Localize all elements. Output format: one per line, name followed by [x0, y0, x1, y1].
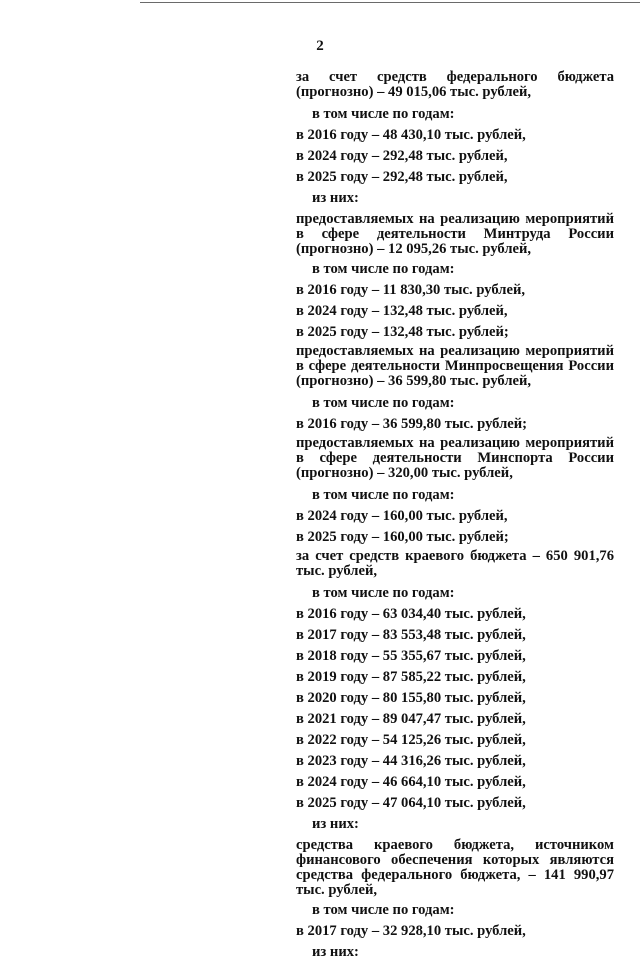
- paragraph: в 2019 году – 87 585,22 тыс. рублей,: [296, 669, 526, 685]
- paragraph: в 2025 году – 47 064,10 тыс. рублей,: [296, 795, 526, 811]
- paragraph: в том числе по годам:: [312, 902, 455, 918]
- paragraph: в 2016 году – 48 430,10 тыс. рублей,: [296, 127, 526, 143]
- page-number: 2: [316, 38, 324, 54]
- paragraph: предоставляемых на реализацию мероприятий в сфере деятельности Минпросвещения России (прогнозно) – 36 599,80 тыс. рублей,: [296, 343, 614, 389]
- paragraph: в 2020 году – 80 155,80 тыс. рублей,: [296, 690, 526, 706]
- paragraph: в 2017 году – 83 553,48 тыс. рублей,: [296, 627, 526, 643]
- paragraph: в 2023 году – 44 316,26 тыс. рублей,: [296, 753, 526, 769]
- paragraph: в том числе по годам:: [312, 261, 455, 277]
- paragraph: в 2016 году – 36 599,80 тыс. рублей;: [296, 416, 528, 432]
- top-border-line: [140, 2, 640, 3]
- body-text-column: [296, 70, 614, 961]
- paragraph: в том числе по годам:: [312, 395, 455, 411]
- paragraph: в 2024 году – 292,48 тыс. рублей,: [296, 148, 508, 164]
- paragraph: в 2025 году – 132,48 тыс. рублей;: [296, 324, 509, 340]
- paragraph: в 2016 году – 63 034,40 тыс. рублей,: [296, 606, 526, 622]
- paragraph: за счет средств краевого бюджета – 650 901,76 тыс. рублей,: [296, 548, 614, 579]
- paragraph: из них:: [312, 816, 359, 832]
- paragraph: в 2024 году – 160,00 тыс. рублей,: [296, 508, 508, 524]
- paragraph: в 2017 году – 32 928,10 тыс. рублей,: [296, 923, 526, 939]
- paragraph: в 2024 году – 132,48 тыс. рублей,: [296, 303, 508, 319]
- paragraph: в 2018 году – 55 355,67 тыс. рублей,: [296, 648, 526, 664]
- paragraph: предоставляемых на реализацию мероприятий в сфере деятельности Минтруда России (прогнозно) – 12 095,26 тыс. рублей,: [296, 211, 614, 257]
- paragraph: в 2025 году – 292,48 тыс. рублей,: [296, 169, 508, 185]
- paragraph: за счет средств федерального бюджета (прогнозно) – 49 015,06 тыс. рублей,: [296, 69, 614, 100]
- paragraph: в том числе по годам:: [312, 585, 455, 601]
- paragraph: предоставляемых на реализацию мероприятий в сфере деятельности Минспорта России (прогнозно) – 320,00 тыс. рублей,: [296, 435, 614, 481]
- paragraph: средства краевого бюджета, источником финансового обеспечения которых являются средства федерального бюджета, – 141 990,97 тыс. рублей,: [296, 837, 614, 898]
- paragraph: из них:: [312, 944, 359, 960]
- paragraph: в 2016 году – 11 830,30 тыс. рублей,: [296, 282, 526, 298]
- paragraph: в том числе по годам:: [312, 487, 455, 503]
- paragraph: в 2025 году – 160,00 тыс. рублей;: [296, 529, 509, 545]
- paragraph: в 2022 году – 54 125,26 тыс. рублей,: [296, 732, 526, 748]
- paragraph: в том числе по годам:: [312, 106, 455, 122]
- paragraph: в 2021 году – 89 047,47 тыс. рублей,: [296, 711, 526, 727]
- paragraph: из них:: [312, 190, 359, 206]
- paragraph: в 2024 году – 46 664,10 тыс. рублей,: [296, 774, 526, 790]
